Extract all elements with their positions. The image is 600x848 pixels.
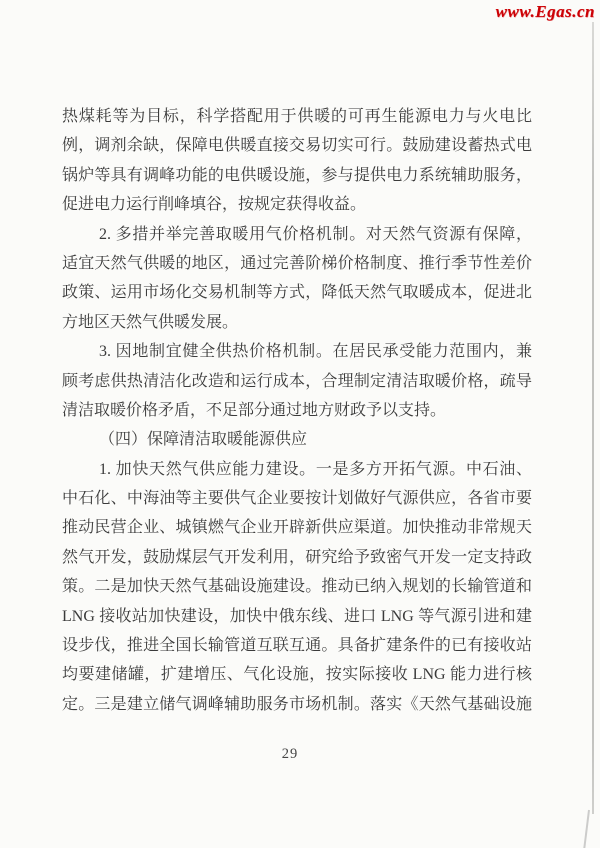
text-line: 顾考虑供热清洁化改造和运行成本，合理制定清洁取暖价格，疏导 xyxy=(62,372,532,390)
text-line: 促进电力运行削峰填谷，按规定获得收益。 xyxy=(62,196,367,214)
text-line: 政策、运用市场化交易机制等方式，降低天然气取暖成本，促进北 xyxy=(62,284,532,302)
text-line: 推动民营企业、城镇燃气企业开辟新供应渠道。加快推动非常规天 xyxy=(62,519,532,537)
text-line: 热煤耗等为目标，科学搭配用于供暖的可再生能源电力与火电比 xyxy=(62,108,532,125)
text-line: 适宜天然气供暖的地区，通过完善阶梯价格制度、推行季节性差价 xyxy=(62,254,532,272)
document-body xyxy=(62,102,532,719)
text-line: 定。三是建立储气调峰辅助服务市场机制。落实《天然气基础设施 xyxy=(62,695,532,713)
text-line: LNG 接收站加快建设，加快中俄东线、进口 LNG 等气源引进和建 xyxy=(62,607,532,625)
text-line: 中石化、中海油等主要供气企业要按计划做好气源供应，各省市要 xyxy=(62,490,532,508)
text-line: 策。二是加快天然气基础设施建设。推动已纳入规划的长输管道和 xyxy=(62,578,532,596)
scan-page-edge-curve xyxy=(583,810,590,848)
text-line: 锅炉等具有调峰功能的电供暖设施，参与提供电力系统辅助服务， xyxy=(62,166,532,184)
text-line: 均要建储罐，扩建增压、气化设施，按实际接收 LNG 能力进行核 xyxy=(62,666,532,684)
text-line: 例，调剂余缺，保障电供暖直接交易切实可行。鼓励建设蓄热式电 xyxy=(62,137,532,155)
scan-page-edge-line xyxy=(592,22,594,814)
section-heading: （四）保障清洁取暖能源供应 xyxy=(99,431,308,449)
text-line: 然气开发，鼓励煤层气开发利用，研究给予致密气开发一定支持政 xyxy=(62,548,532,566)
text-line: 清洁取暖价格矛盾，不足部分通过地方财政予以支持。 xyxy=(62,401,447,419)
page-number: 29 xyxy=(281,746,299,762)
text-line: 方地区天然气供暖发展。 xyxy=(62,313,239,331)
text-line-paragraph-start: 1. 加快天然气供应能力建设。一是多方开拓气源。中石油、 xyxy=(99,460,532,478)
egas-watermark: www.Egas.cn xyxy=(495,2,595,21)
text-line: 设步伐，推进全国长输管道互联互通。具备扩建条件的已有接收站 xyxy=(62,637,532,655)
text-line-paragraph-start: 3. 因地制宜健全供热价格机制。在居民承受能力范围内，兼 xyxy=(99,343,532,361)
text-line-paragraph-start: 2. 多措并举完善取暖用气价格机制。对天然气资源有保障， xyxy=(99,225,532,243)
